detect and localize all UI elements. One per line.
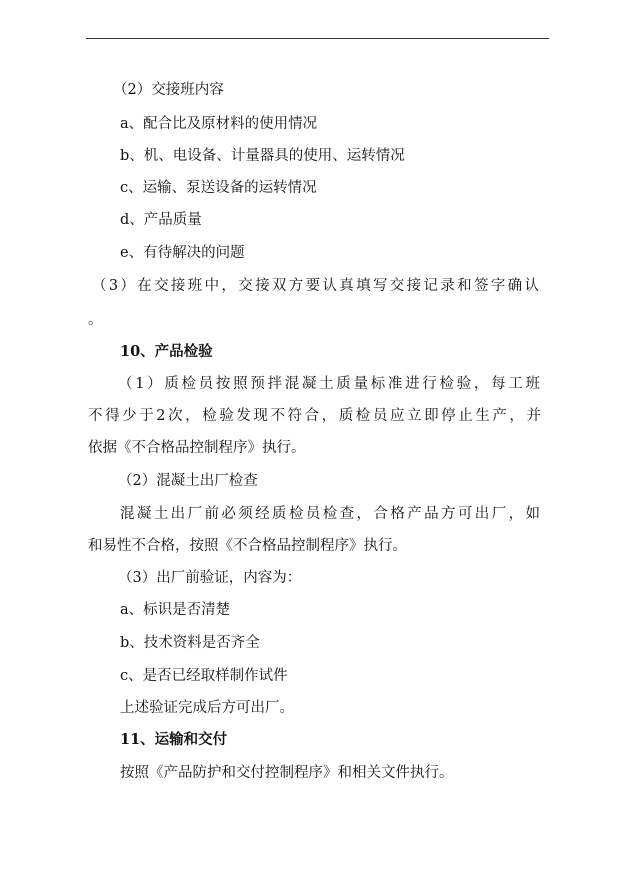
handover-content-heading: （2）交接班内容: [113, 82, 224, 98]
list-item: b、技术资料是否齐全: [120, 635, 260, 651]
paragraph-line: 混凝土出厂前必须经质检员检查，合格产品方可出厂，如: [120, 506, 540, 522]
section-10-title: 10、产品检验: [120, 343, 213, 360]
paragraph-line: 上述验证完成后方可出厂。: [120, 700, 294, 716]
list-item: d、产品质量: [120, 212, 202, 228]
list-item: c、运输、泵送设备的运转情况: [120, 180, 317, 196]
list-item: b、机、电设备、计量器具的使用、运转情况: [120, 148, 405, 164]
paragraph-line: 依据《不合格品控制程序》执行。: [88, 440, 306, 456]
handover-confirm-period: 。: [88, 312, 103, 328]
paragraph-line: 按照《产品防护和交付控制程序》和相关文件执行。: [120, 765, 454, 781]
list-item: c、是否已经取样制作试件: [120, 668, 288, 684]
paragraph-line: 不得少于2次，检验发现不符合，质检员应立即停止生产，并: [88, 408, 541, 424]
handover-confirm-line: （3）在交接班中，交接双方要认真填写交接记录和签字确认: [92, 278, 539, 294]
section-11-title: 11、运输和交付: [120, 731, 228, 748]
paragraph-line: 和易性不合格，按照《不合格品控制程序》执行。: [88, 538, 407, 554]
list-item: a、配合比及原材料的使用情况: [120, 116, 318, 132]
paragraph-line: （1）质检员按照预拌混凝土质量标准进行检验，每工班: [118, 376, 540, 392]
subsection-heading: （2）混凝土出厂检查: [118, 473, 258, 489]
list-item: e、有待解决的问题: [120, 245, 245, 261]
subsection-heading: （3）出厂前验证，内容为：: [118, 570, 302, 586]
list-item: a、标识是否清楚: [120, 602, 231, 618]
header-rule: [86, 38, 549, 39]
